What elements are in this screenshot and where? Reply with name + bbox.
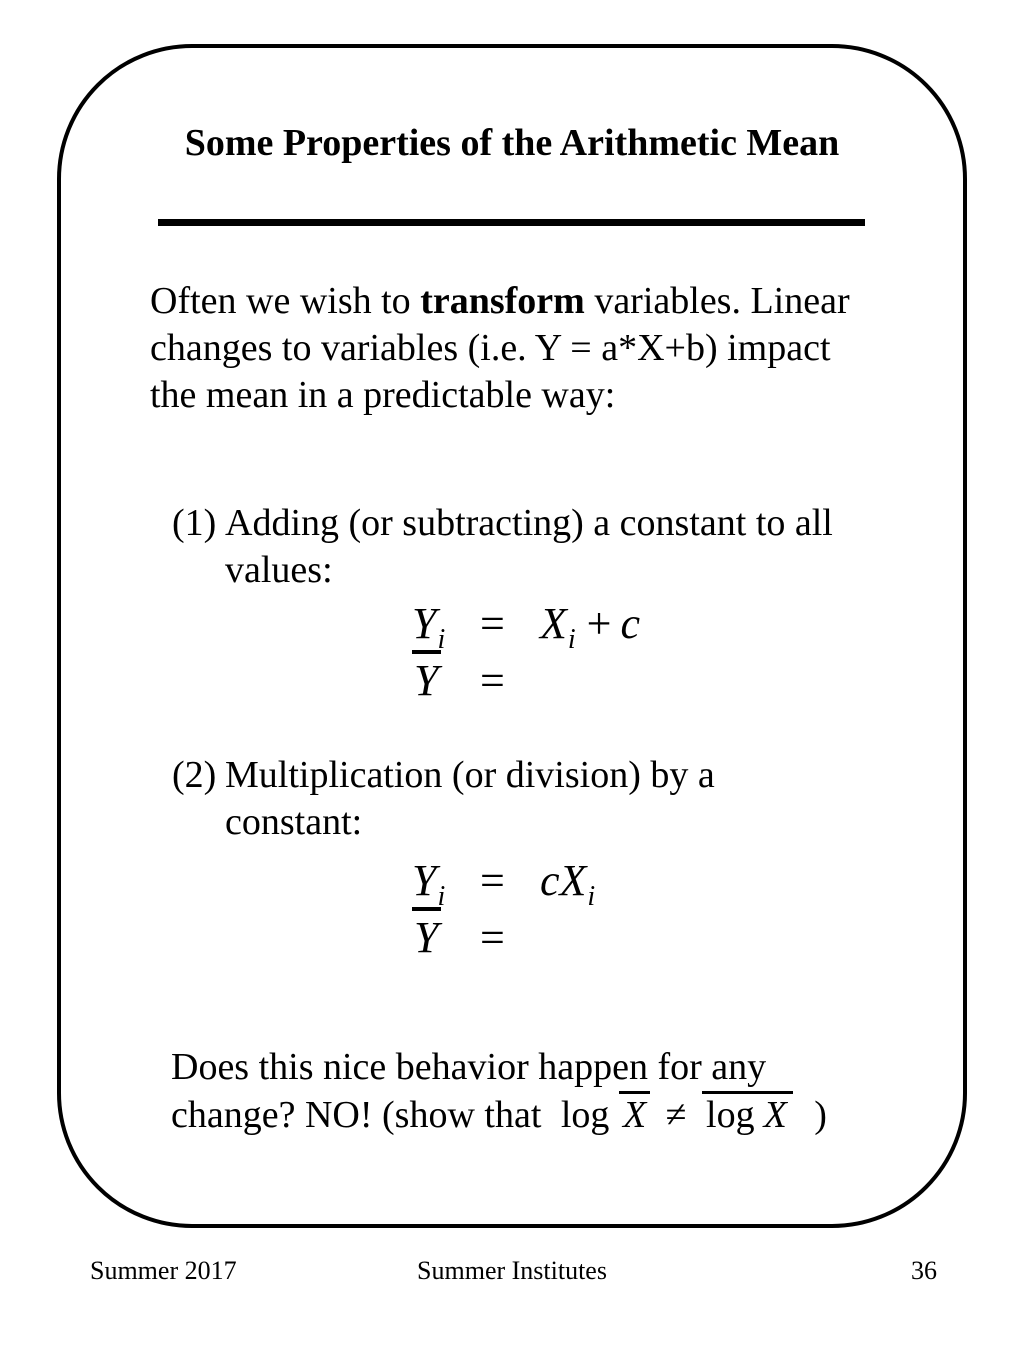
- conclusion-line-2-text: change? NO! (show that: [171, 1094, 542, 1136]
- intro-bold-word: transform: [420, 280, 585, 322]
- conclusion-line-1: Does this nice behavior happen for any: [171, 1046, 767, 1088]
- c-coefficient: c: [540, 856, 560, 905]
- equation-block-2: [412, 855, 596, 962]
- y-bar: [412, 907, 441, 960]
- i-subscript: i: [437, 881, 446, 912]
- y-variable: Y: [412, 599, 437, 648]
- list-item-1: [172, 500, 862, 594]
- footer-page-number: 36: [911, 1256, 937, 1285]
- y-variable: Y: [412, 856, 437, 905]
- x-bar-term: [619, 1091, 650, 1136]
- eq2-lhs: [412, 855, 480, 913]
- closing-parenthesis: ): [814, 1094, 827, 1136]
- slide-title: Some Properties of the Arithmetic Mean: [184, 122, 840, 164]
- y-bar: [412, 650, 441, 703]
- x-variable: X: [559, 856, 587, 905]
- x-variable: X: [622, 1094, 647, 1136]
- conclusion-paragraph: [171, 1044, 931, 1139]
- item-2-number: (2): [172, 754, 217, 796]
- equation-1-line-2: [412, 650, 640, 705]
- item-2-text: Multiplication (or division) by a constant:: [225, 754, 715, 843]
- eq2-mean-lhs: [412, 907, 480, 964]
- y-variable: Y: [414, 656, 439, 705]
- i-subscript: i: [567, 624, 576, 655]
- plus-operator: +: [586, 599, 612, 648]
- equals-sign: =: [480, 856, 505, 905]
- log-word: log: [706, 1094, 755, 1136]
- x-variable: X: [540, 599, 567, 648]
- equals-sign: =: [480, 913, 505, 962]
- c-constant: c: [620, 599, 641, 648]
- footer-date: Summer 2017: [90, 1256, 237, 1285]
- eq2-rhs: [540, 856, 596, 912]
- footer-institution: Summer Institutes: [417, 1256, 607, 1285]
- title-divider-rule: [158, 219, 865, 226]
- eq1-rhs: [540, 599, 641, 655]
- y-variable: Y: [414, 913, 439, 962]
- eq1-mean-lhs: [412, 650, 480, 707]
- equation-block-1: [412, 598, 641, 705]
- not-equal-sign: ≠: [665, 1094, 687, 1136]
- mean-of-log-x-term: [702, 1091, 793, 1136]
- intro-paragraph: [150, 278, 865, 419]
- log-word: log: [560, 1094, 610, 1136]
- conclusion-line-2: [171, 1091, 931, 1139]
- list-item-2: [172, 752, 862, 846]
- equals-sign: =: [480, 599, 505, 648]
- equation-1-line-1: [412, 598, 641, 655]
- eq1-lhs: [412, 598, 480, 656]
- i-subscript: i: [587, 881, 596, 912]
- equation-2-line-1: [412, 855, 596, 912]
- item-1-number: (1): [172, 502, 217, 544]
- equals-sign: =: [480, 656, 505, 705]
- x-variable: X: [763, 1094, 787, 1136]
- i-subscript: i: [437, 624, 446, 655]
- intro-text-post: variables. Linear changes to variables (i.e. Y = a*X+b) impact the mean in a predictable way:: [150, 280, 850, 416]
- intro-text-pre: Often we wish to: [150, 280, 421, 322]
- item-1-text: Adding (or subtracting) a constant to all values:: [225, 502, 833, 591]
- equation-2-line-2: [412, 907, 595, 962]
